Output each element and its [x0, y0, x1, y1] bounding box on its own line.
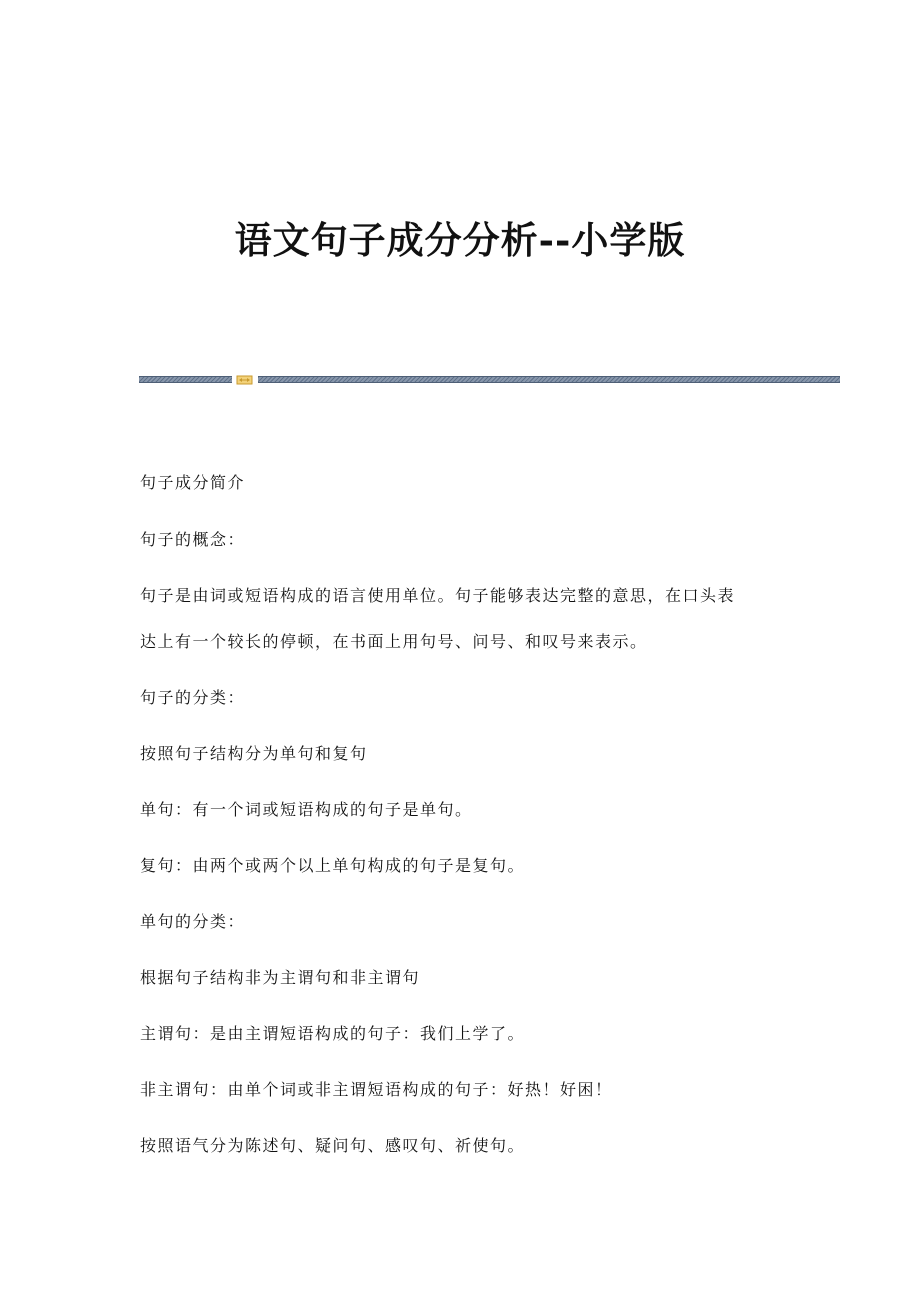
paragraph: 句子是由词或短语构成的语言使用单位。句子能够表达完整的意思，在口头表 [140, 586, 736, 605]
paragraph: 主谓句：是由主谓短语构成的句子：我们上学了。 [140, 1024, 526, 1043]
paragraph: 达上有一个较长的停顿，在书面上用句号、问号、和叹号来表示。 [140, 632, 648, 651]
title-divider [139, 375, 840, 385]
paragraph: 单句的分类： [140, 912, 246, 931]
paragraph: 句子成分简介 [140, 473, 246, 492]
paragraph: 单句：有一个词或短语构成的句子是单句。 [140, 800, 473, 819]
paragraph: 根据句子结构非为主谓句和非主谓句 [140, 968, 421, 987]
paragraph: 复句：由两个或两个以上单句构成的句子是复句。 [140, 856, 526, 875]
document-title: 语文句子成分分析--小学版 [234, 218, 686, 262]
paragraph: 非主谓句：由单个词或非主谓短语构成的句子：好热！好困！ [140, 1080, 613, 1099]
divider-bar-left [139, 376, 232, 383]
paragraph: 句子的概念： [140, 530, 246, 549]
divider-ornament-icon [236, 375, 253, 385]
divider-bar-right [258, 376, 840, 383]
paragraph: 按照语气分为陈述句、疑问句、感叹句、祈使句。 [140, 1136, 526, 1155]
paragraph: 句子的分类： [140, 688, 246, 707]
paragraph: 按照句子结构分为单句和复句 [140, 744, 368, 763]
